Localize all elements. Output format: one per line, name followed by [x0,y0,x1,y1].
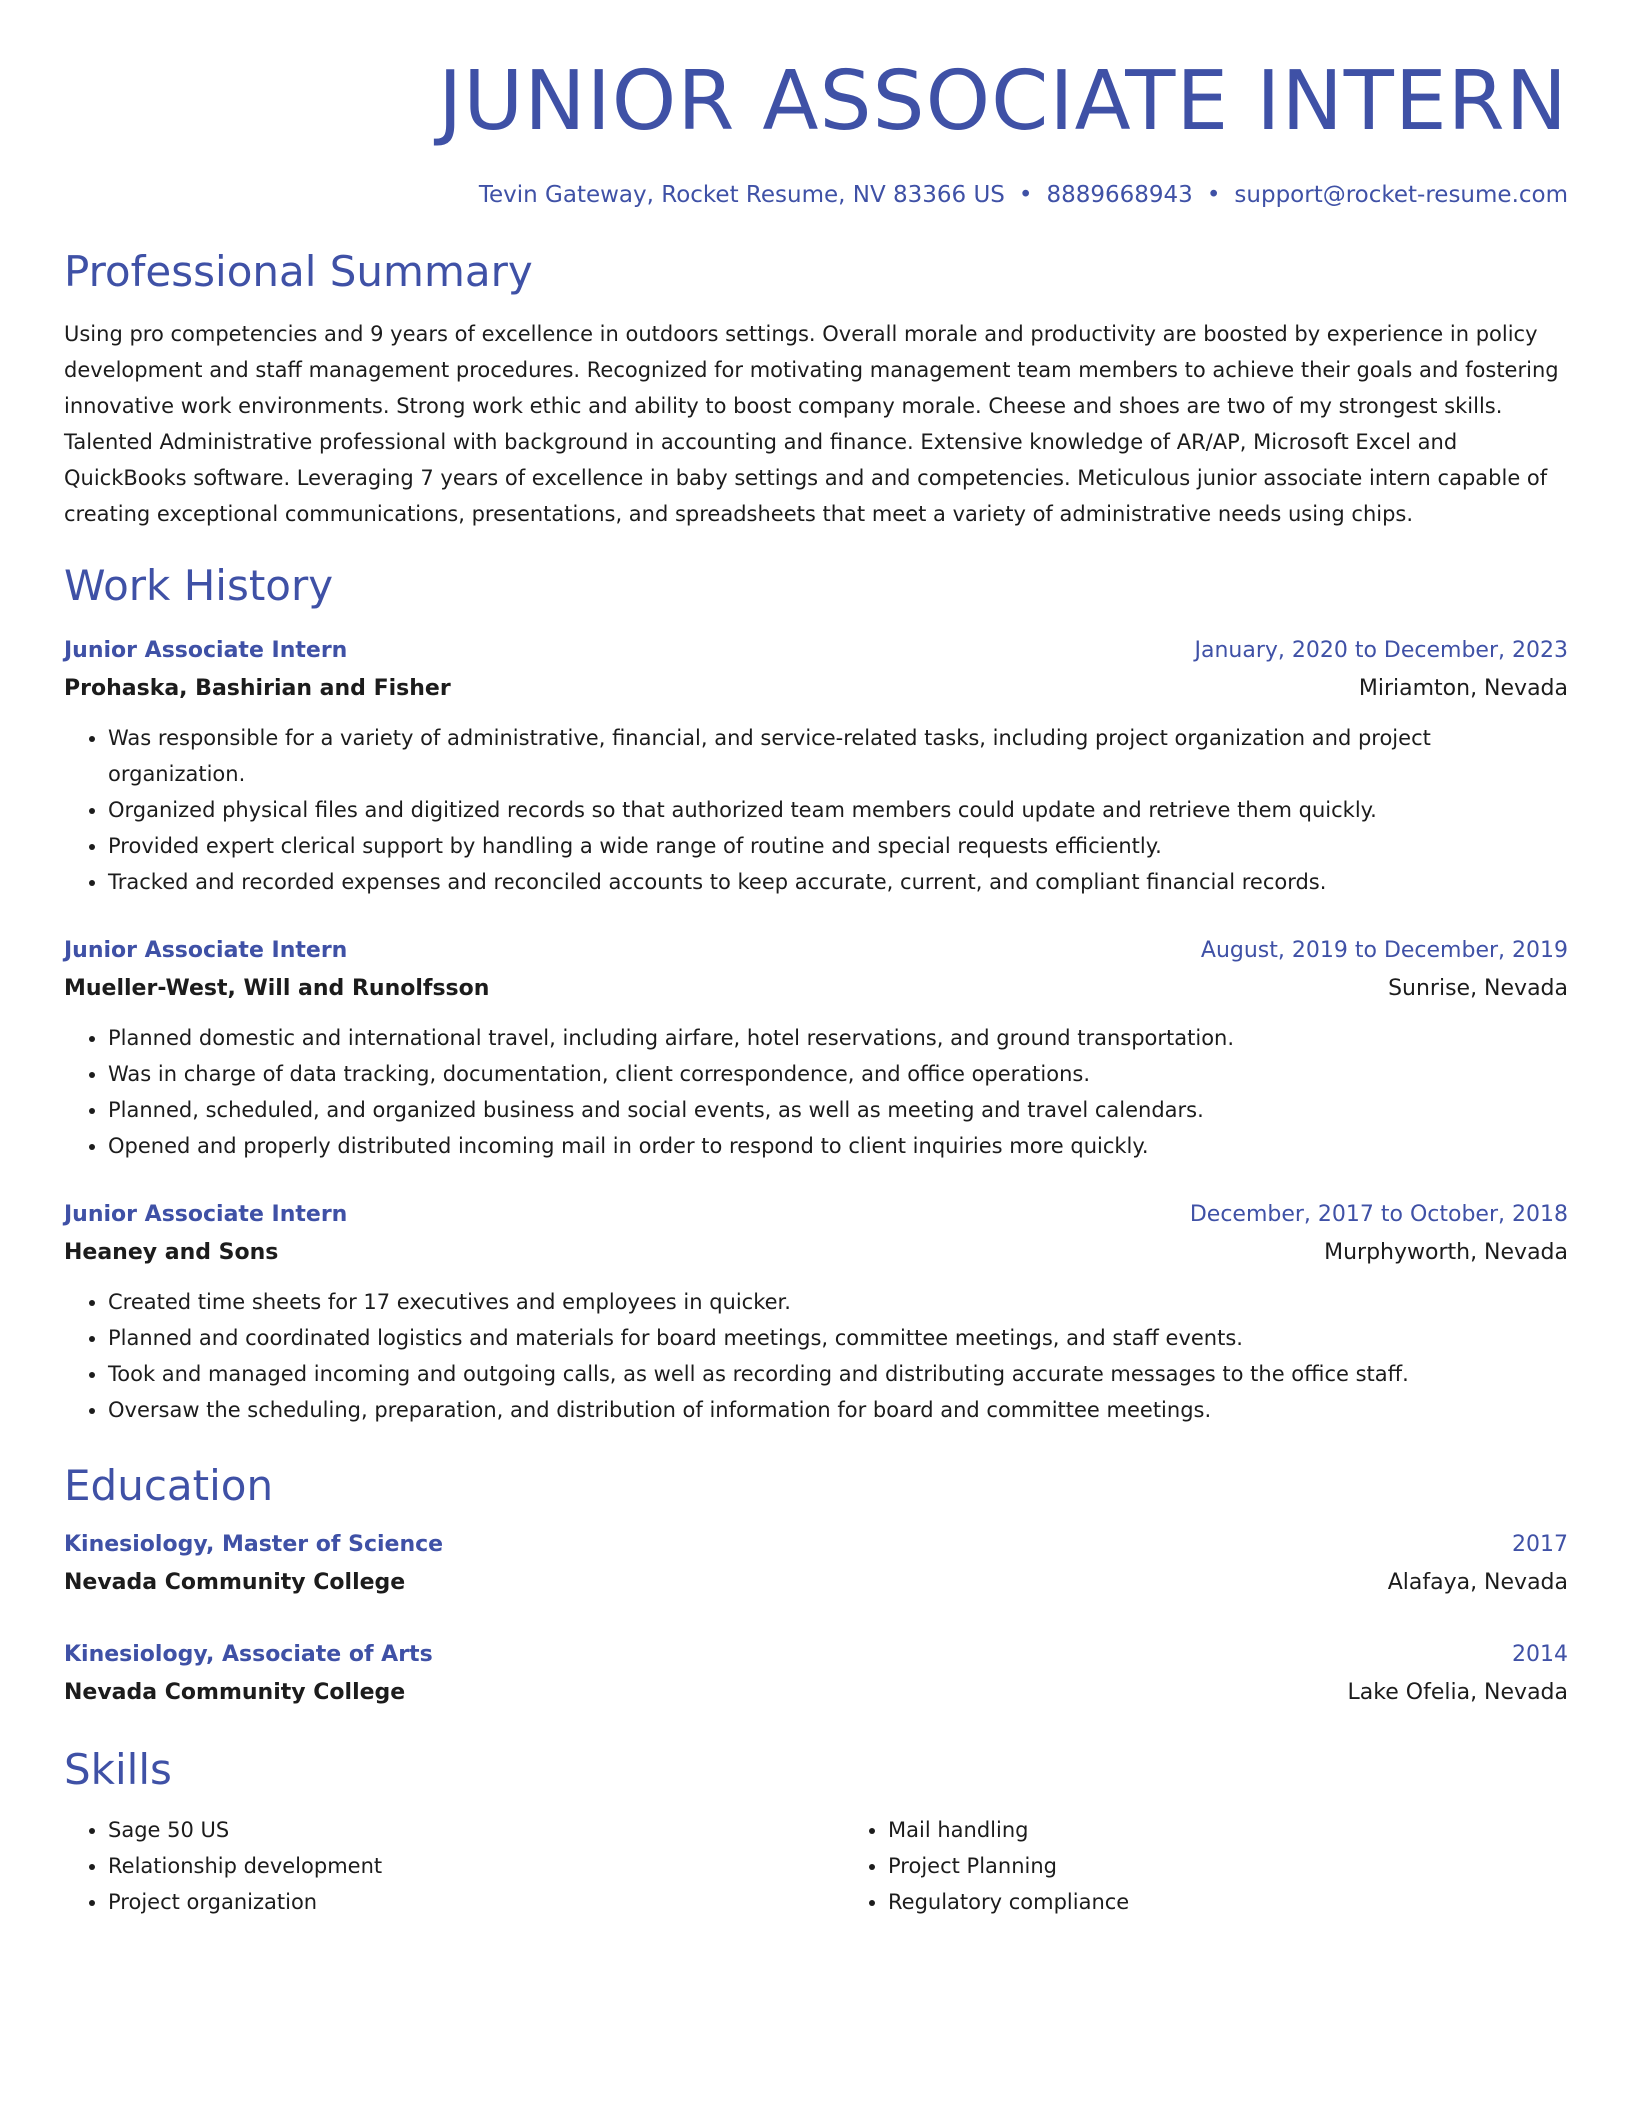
section-title-skills: Skills [64,1745,172,1794]
skill-item: • Relationship development [108,1848,808,1884]
education-degree: Kinesiology, Master of Science [64,1532,444,1557]
job-bullet: • Planned and coordinated logistics and materials for board meetings, committee meetings, and staff events. [108,1320,1568,1356]
job-bullets [64,1020,1568,1164]
education-school: Nevada Community College [64,1680,406,1705]
skill-item: • Sage 50 US [108,1812,808,1848]
contact-phone[interactable]: 8889668943 [1046,182,1193,208]
education-location: Alafaya, Nevada [1387,1570,1568,1595]
education-entry [64,1636,1568,1712]
contact-separator: • [1206,182,1221,208]
education-header [64,1636,1568,1674]
contact-line [64,180,1568,210]
job-company: Prohaska, Bashirian and Fisher [64,676,451,701]
job-location: Sunrise, Nevada [1388,976,1568,1001]
education-subheader [64,1564,1568,1602]
education-subheader [64,1674,1568,1712]
job-location: Murphyworth, Nevada [1324,1240,1568,1265]
job-bullet: • Planned domestic and international travel, including airfare, hotel reservations, and ground transportation. [108,1020,1568,1056]
job-dates: January, 2020 to December, 2023 [1194,638,1568,663]
job-subheader [64,970,1568,1008]
contact-separator: • [1018,182,1033,208]
job-header [64,1196,1568,1234]
skills-list [64,1812,1568,1920]
job-bullets [64,1284,1568,1428]
job-entry [64,1196,1568,1428]
education-entry [64,1526,1568,1602]
job-bullet: • Oversaw the scheduling, preparation, and distribution of information for board and committee meetings. [108,1392,1568,1428]
job-dates: August, 2019 to December, 2019 [1200,938,1568,963]
job-bullet: • Provided expert clerical support by handling a wide range of routine and special requests efficiently. [108,828,1568,864]
job-bullet: • Organized physical files and digitized records so that authorized team members could update and retrieve them quickly. [108,792,1568,828]
job-dates: December, 2017 to October, 2018 [1189,1202,1568,1227]
section-title-summary: Professional Summary [64,247,533,296]
education-school: Nevada Community College [64,1570,406,1595]
job-role: Junior Associate Intern [64,938,348,963]
job-bullet: • Opened and properly distributed incoming mail in order to respond to client inquiries more quickly. [108,1128,1568,1164]
job-header [64,632,1568,670]
education-location: Lake Ofelia, Nevada [1347,1680,1568,1705]
job-role: Junior Associate Intern [64,638,348,663]
skills-column-left [64,1812,808,1920]
job-role: Junior Associate Intern [64,1202,348,1227]
job-header [64,932,1568,970]
section-title-education: Education [64,1461,274,1510]
education-year: 2014 [1512,1642,1568,1667]
job-bullet: • Planned, scheduled, and organized business and social events, as well as meeting and travel calendars. [108,1092,1568,1128]
education-year: 2017 [1512,1532,1568,1557]
skill-item: • Project organization [108,1884,808,1920]
section-title-work: Work History [64,561,334,610]
skill-item: • Mail handling [888,1812,1129,1848]
job-subheader [64,670,1568,708]
skills-column-right [808,1812,1129,1920]
job-bullet: • Was responsible for a variety of administrative, financial, and service-related tasks, including project organization and project organization. [108,720,1568,792]
job-subheader [64,1234,1568,1272]
skill-item: • Project Planning [888,1848,1129,1884]
job-company: Mueller-West, Will and Runolfsson [64,976,490,1001]
education-header [64,1526,1568,1564]
job-bullet: • Created time sheets for 17 executives and employees in quicker. [108,1284,1568,1320]
job-entry [64,632,1568,900]
education-degree: Kinesiology, Associate of Arts [64,1642,433,1667]
page-title: JUNIOR ASSOCIATE INTERN [438,54,1568,149]
job-bullet: • Tracked and recorded expenses and reconciled accounts to keep accurate, current, and compliant financial records. [108,864,1568,900]
job-entry [64,932,1568,1164]
summary-text: Using pro competencies and 9 years of excellence in outdoors settings. Overall morale and productivity are boosted by experience in policy development and staff management procedures. Recognized for motivating management team members to achieve their goals and fostering innovative work environments. Strong work ethic and ability to boost company morale. Cheese and shoes are two of my strongest skills. Talented Administrative professional with background in accounting and finance. Extensive knowledge of AR/AP, Microsoft Excel and QuickBooks software. Leveraging 7 years of excellence in baby settings and and competencies. Meticulous junior associate intern capable of creating exceptional communications, presentations, and spreadsheets that meet a variety of administrative needs using chips. [64,322,1559,526]
job-bullets [64,720,1568,900]
contact-address: Tevin Gateway, Rocket Resume, NV 83366 US [478,182,1005,208]
skill-item: • Regulatory compliance [888,1884,1129,1920]
contact-email[interactable]: support@rocket-resume.com [1234,182,1568,208]
job-location: Miriamton, Nevada [1358,676,1568,701]
job-bullet: • Took and managed incoming and outgoing calls, as well as recording and distributing accurate messages to the office staff. [108,1356,1568,1392]
job-company: Heaney and Sons [64,1240,279,1265]
job-bullet: • Was in charge of data tracking, documentation, client correspondence, and office operations. [108,1056,1568,1092]
